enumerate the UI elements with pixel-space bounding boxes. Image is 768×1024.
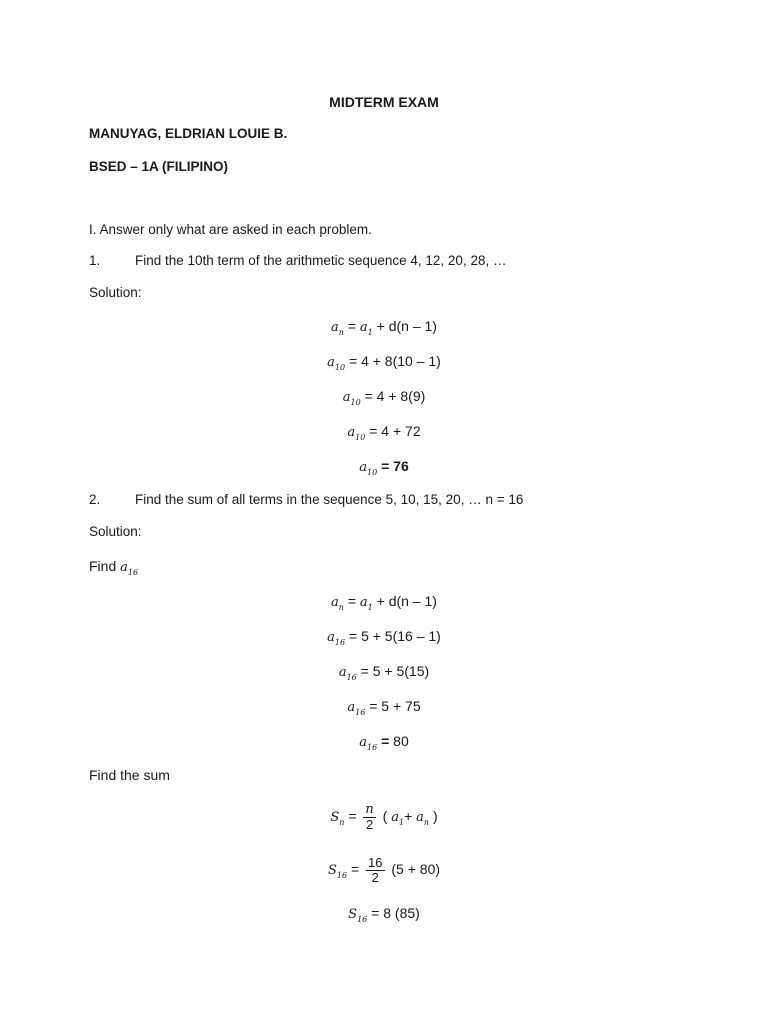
find-sum-label: Find the sum [89,767,170,783]
problem-number: 1. [89,253,101,268]
equation-p2-answer: $a_{16} = 80$ [359,733,409,752]
student-section: BSED – 1A (FILIPINO) [89,159,229,174]
solution-label: Solution: [89,285,142,300]
problem-question: Find the 10th term of the arithmetic sequence 4, 12, 20, 28, … [135,253,507,268]
sum-formula-rhs: ( $a_1+ a_n$ ) [382,808,438,827]
equation-p2-2: $a_{16} = 5 + 5(16 - 1)$ [327,628,441,647]
student-name: MANUYAG, ELDRIAN LOUIE B. [89,126,288,141]
sum-formula: $S_n$ = $\frac{n}{2}$ ( $a_1+ a_n$ ) [330,801,438,832]
solution-label: Solution: [89,524,142,539]
fraction: $\frac{n}{2}$ [365,801,374,832]
exam-title: MIDTERM EXAM [329,94,439,110]
problem-number: 2. [89,492,101,507]
equation-p2-4: $a_{16} = 5 + 75$ [347,698,421,717]
equation-p2-1: $a_n = a_1 + d(n - 1)$ [331,593,437,612]
equation-p1-answer: $a_{10} = 76$ [359,458,409,477]
problem-question: Find the sum of all terms in the sequence 5, 10, 15, 20, … n = 16 [135,492,524,507]
sum-step-2: $S_{16} = 8$ (85) [348,905,420,924]
equation-p1-1: $a_n = a_1 + d(n - 1)$ [331,318,437,337]
equation-p1-3: $a_{10} = 4 + 8(9)$ [342,388,426,407]
find-term-label: Find $a_{16}$ [89,558,139,577]
instruction: I. Answer only what are asked in each problem. [89,222,372,237]
fraction: $\frac{16}{2}$ [368,854,383,885]
equation-p1-4: $a_{10} = 4 + 72$ [347,423,421,442]
equation-p1-2: $a_{10} = 4 + 8(10 - 1)$ [327,353,441,372]
problem-2 [89,490,749,510]
equation-p2-3: $a_{16} = 5 + 5(15)$ [338,663,430,682]
sum-step-1: $S_{16}$ = $\frac{16}{2}$ (5 + 80) [327,854,441,885]
problem-1 [89,251,749,271]
